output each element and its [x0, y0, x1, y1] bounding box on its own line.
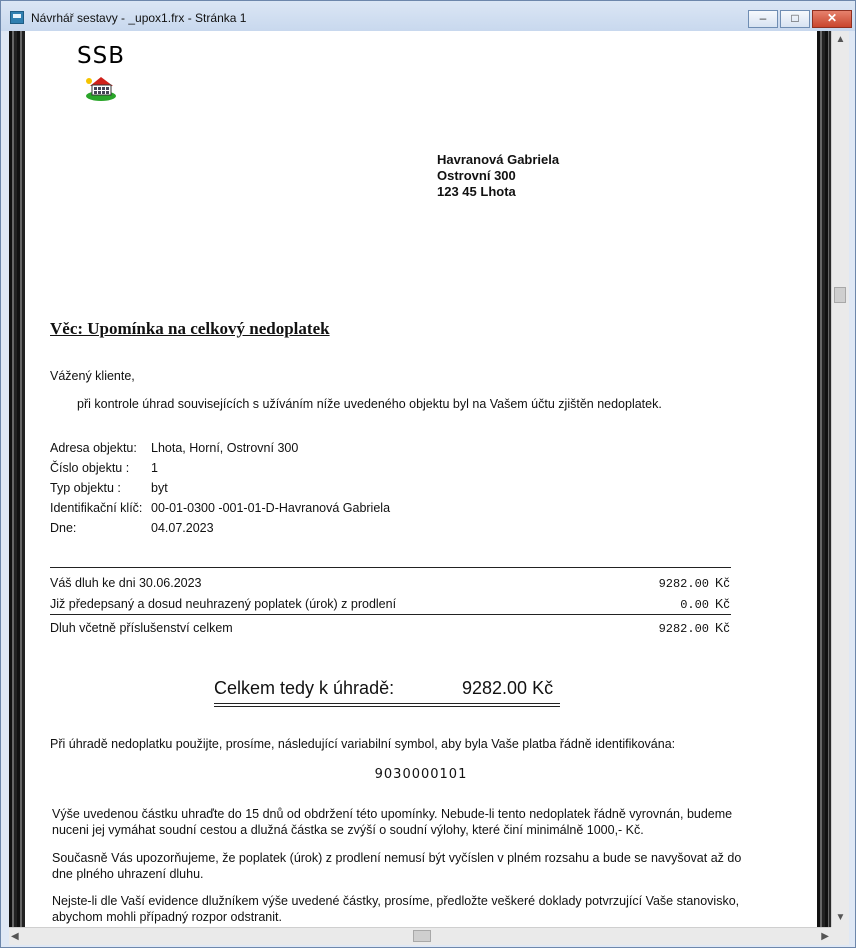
window-title: Návrhář sestavy - _upox1.frx - Stránka 1: [31, 11, 247, 25]
detail-value: Lhota, Horní, Ostrovní 300: [151, 441, 299, 455]
total-underline: [214, 706, 560, 707]
salutation: Vážený kliente,: [50, 369, 135, 383]
total-underline: [214, 703, 560, 704]
preview-area: [9, 31, 849, 941]
debt-row-label: Váš dluh ke dni 30.06.2023: [50, 576, 202, 590]
horizontal-scrollbar[interactable]: [9, 927, 831, 945]
detail-label: Typ objektu :: [50, 481, 121, 495]
vertical-scroll-thumb[interactable]: [834, 287, 846, 303]
recipient-street: Ostrovní 300: [437, 168, 516, 183]
vertical-scrollbar[interactable]: [831, 31, 849, 927]
detail-value: 04.07.2023: [151, 521, 214, 535]
debt-row-currency: Kč: [715, 576, 730, 590]
left-page-border: [9, 31, 25, 927]
maximize-button[interactable]: □: [780, 10, 810, 28]
house-logo-icon: [85, 73, 117, 101]
paragraph: Nejste-li dle Vaší evidence dlužníkem výše uvedené částky, prosíme, předložte veškeré doklady potvrzující Vaše stanovisko, abychom mohli případný rozpor odstranit.: [52, 894, 740, 924]
debt-row-currency: Kč: [715, 597, 730, 611]
minimize-button[interactable]: –: [748, 10, 778, 28]
divider: [50, 614, 731, 615]
debt-row-amount: 9282.00: [658, 577, 709, 591]
vs-instruction: Při úhradě nedoplatku použijte, prosíme, následující variabilní symbol, aby byla Vaše platba řádně identifikována:: [50, 737, 676, 751]
scroll-down-icon[interactable]: ▼: [835, 912, 846, 923]
detail-label: Adresa objektu:: [50, 441, 137, 455]
letter-subject: Věc: Upomínka na celkový nedoplatek: [50, 319, 330, 338]
total-value: 9282.00 Kč: [462, 678, 554, 698]
app-icon[interactable]: [10, 11, 24, 24]
paragraph: Současně Vás upozorňujeme, že poplatek (úrok) z prodlení nemusí být vyčíslen v plném rozsahu a bude se navyšovat až do dne plného uhrazení dluhu.: [52, 851, 742, 881]
scroll-left-icon[interactable]: ◀: [11, 931, 19, 942]
debt-row-amount: 9282.00: [658, 622, 709, 636]
recipient-city: 123 45 Lhota: [437, 184, 516, 199]
detail-label: Dne:: [50, 521, 77, 535]
horizontal-scroll-thumb[interactable]: [413, 930, 431, 942]
scroll-right-icon[interactable]: ▶: [821, 931, 829, 942]
detail-value: 00-01-0300 -001-01-D-Havranová Gabriela: [151, 501, 391, 515]
right-page-border: [817, 31, 829, 927]
intro-text: při kontrole úhrad souvisejících s užíváním níže uvedeného objektu byl na Vašem účtu zjištěn nedoplatek.: [77, 397, 662, 411]
debt-row-currency: Kč: [715, 621, 730, 635]
detail-label: Identifikační klíč:: [50, 501, 143, 515]
total-label: Celkem tedy k úhradě:: [214, 678, 395, 698]
scroll-up-icon[interactable]: ▲: [835, 34, 846, 45]
title-bar[interactable]: [1, 1, 855, 31]
scrollbar-corner: [831, 927, 849, 945]
report-page: [25, 31, 817, 927]
detail-value: 1: [151, 461, 158, 475]
debt-row-amount: 0.00: [680, 598, 709, 612]
recipient-name: Havranová Gabriela: [437, 152, 560, 167]
debt-row-label: Již předepsaný a dosud neuhrazený poplatek (úrok) z prodlení: [50, 597, 397, 611]
paragraph: Výše uvedenou částku uhraďte do 15 dnů od obdržení této upomínky. Nebude-li tento nedoplatek řádně vyrovnán, budeme nuceni jej vymáhat soudní cestou a dlužná částka se zvýší o soudní výlohy, které činí minimálně 1000,- Kč.: [52, 807, 733, 837]
detail-value: byt: [151, 481, 168, 495]
divider: [50, 567, 731, 568]
variable-symbol: 9030000101: [374, 767, 468, 782]
debt-row-label: Dluh včetně příslušenství celkem: [50, 621, 233, 635]
detail-label: Číslo objektu :: [50, 461, 130, 475]
company-logo-text: SSB: [77, 43, 125, 69]
close-button[interactable]: ✕: [812, 10, 852, 28]
